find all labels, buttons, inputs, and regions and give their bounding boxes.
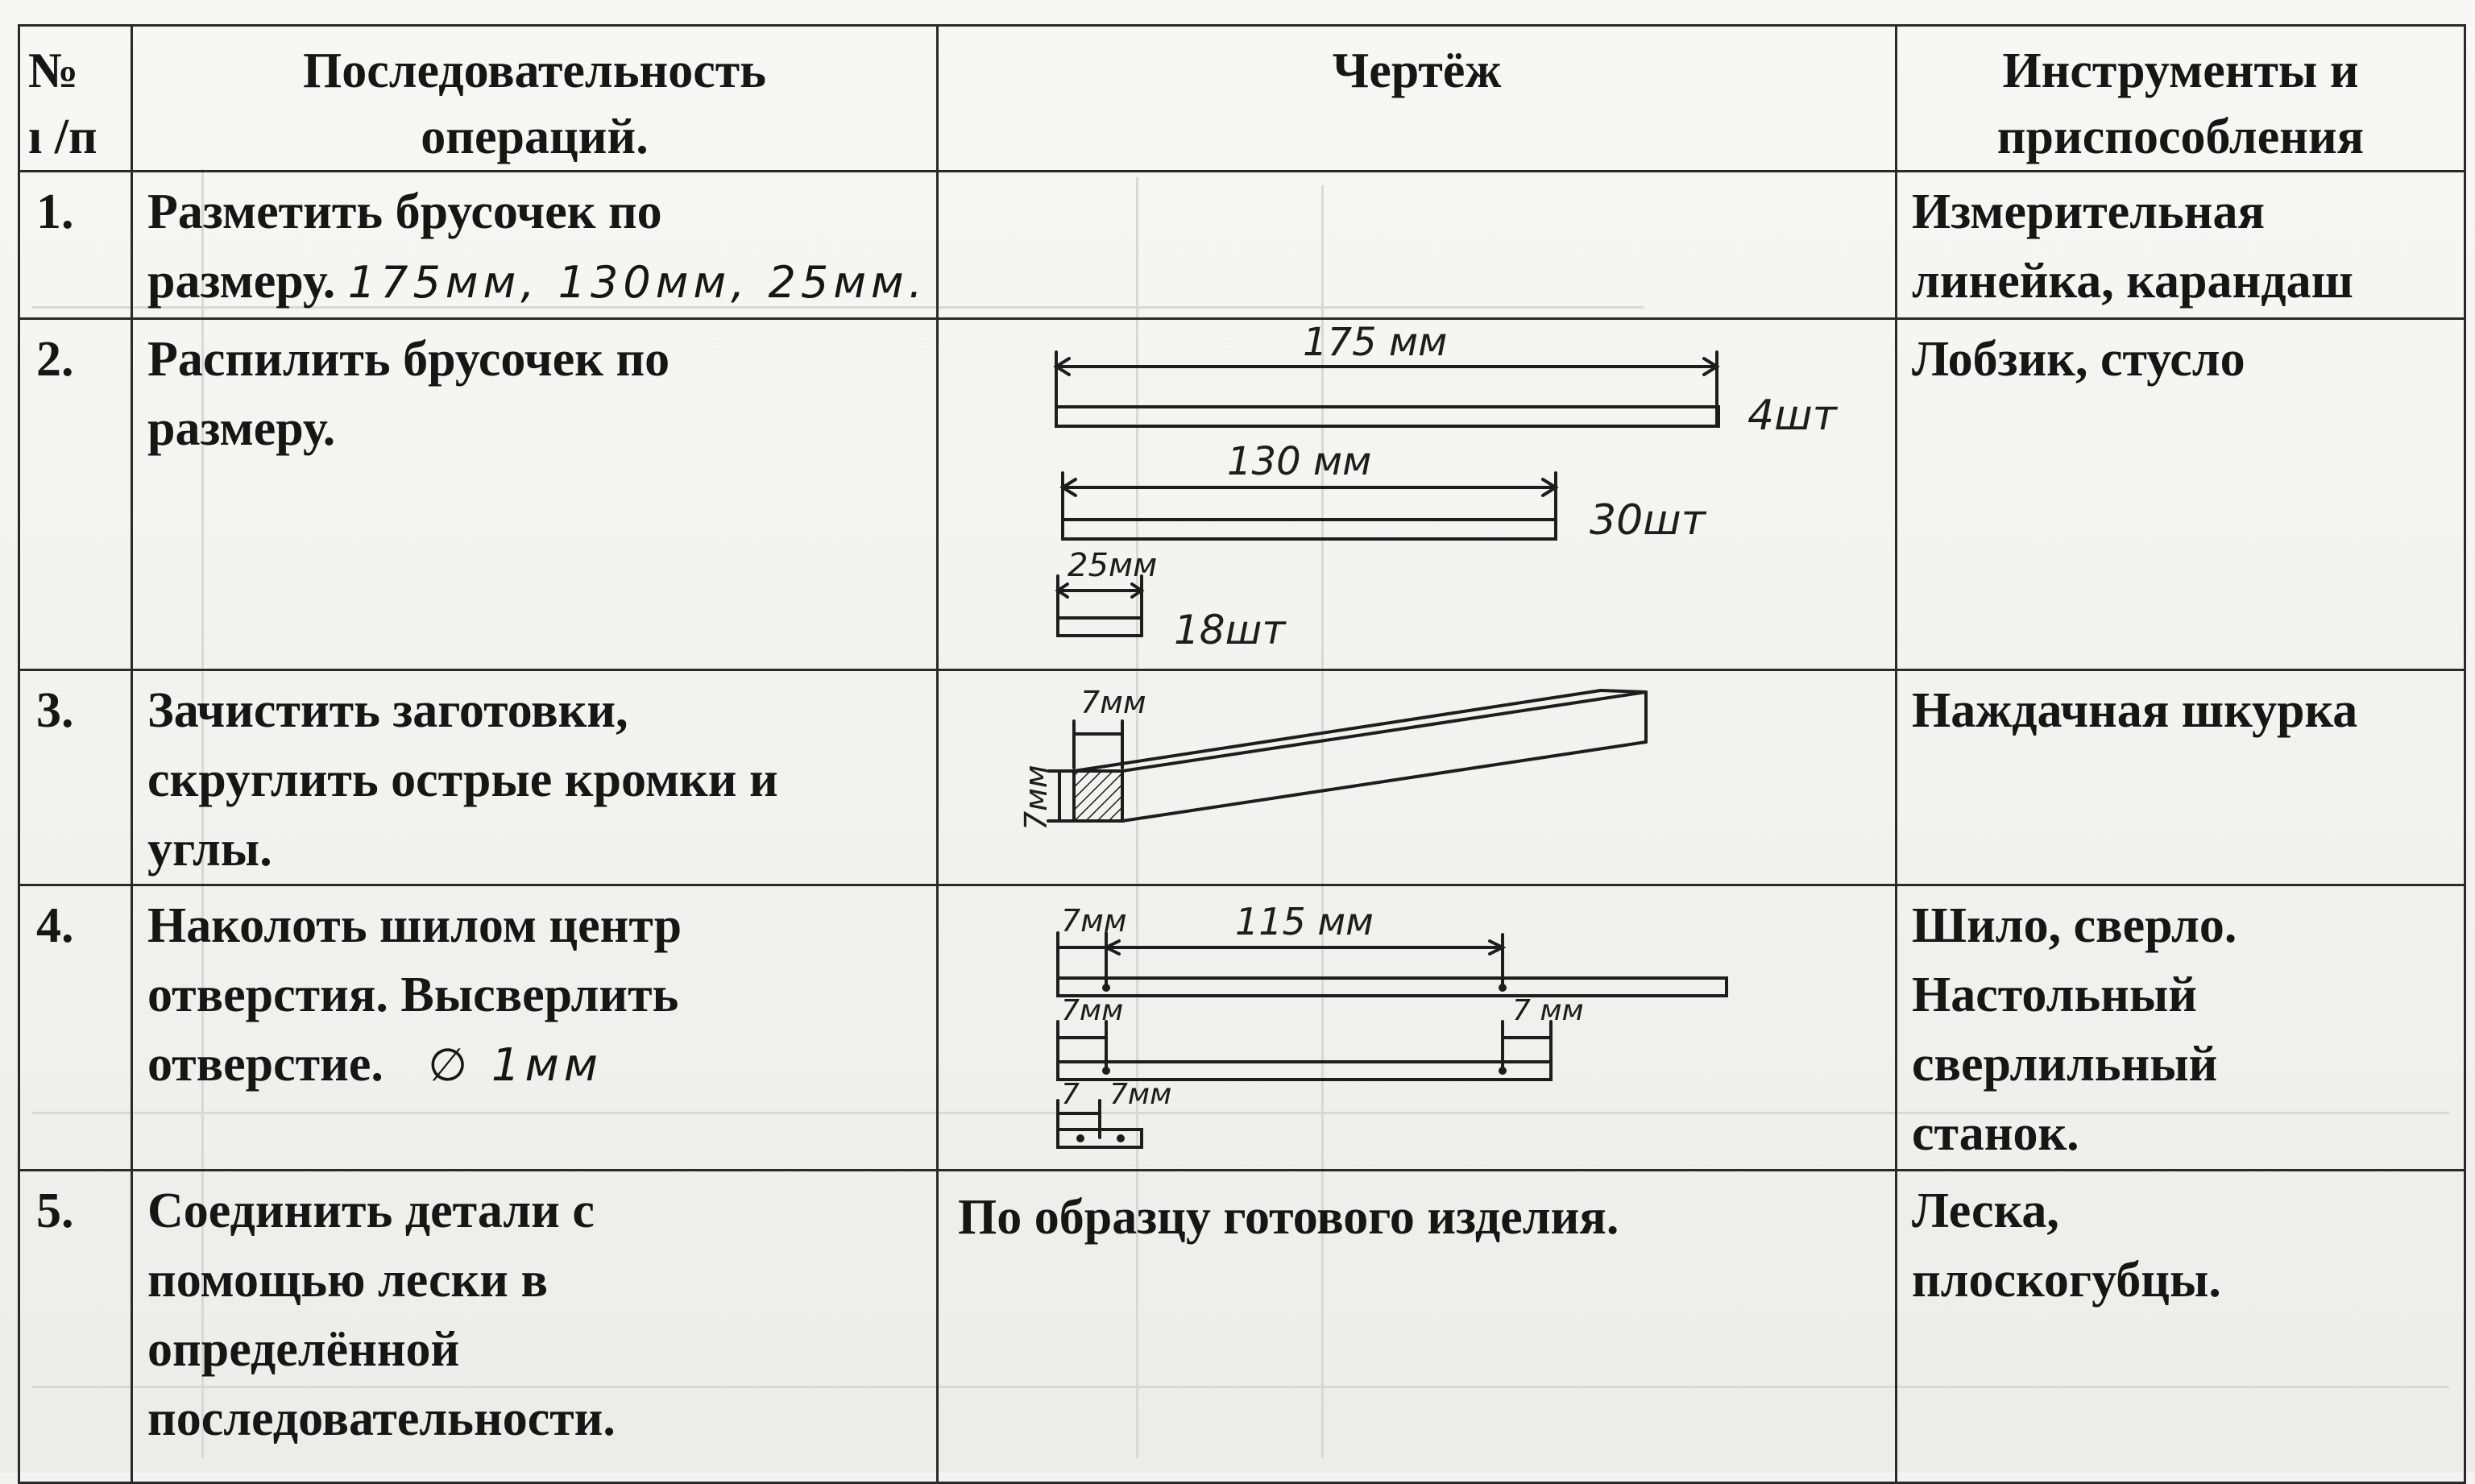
bar-edge — [1122, 692, 1646, 771]
operation-text — [133, 886, 936, 1101]
header-drawing — [938, 26, 1897, 172]
dim-label-a-left: 7мм — [1061, 903, 1127, 939]
operation-text — [133, 320, 936, 463]
dim-label-height: 7мм — [1018, 765, 1054, 831]
header-tools — [1897, 26, 2465, 172]
tool-line: сверлильный — [1912, 1037, 2218, 1092]
operation-line: углы. — [147, 822, 272, 877]
operation-line: последовательности. — [147, 1391, 616, 1446]
operation-line: отверстия. Высверлить — [147, 968, 679, 1022]
table-row — [19, 670, 2465, 885]
tools-text — [1897, 886, 2464, 1168]
operation-line: отверстие. — [147, 1037, 383, 1092]
operation-line: Распилить брусочек по — [147, 332, 670, 387]
bar-175 — [1056, 407, 1718, 426]
tools-text — [1897, 671, 2464, 745]
operation-line: Соединить детали с — [147, 1183, 595, 1238]
dim-label-c-right: 7мм — [1109, 1078, 1172, 1111]
table-row — [19, 1171, 2465, 1483]
qty-label-18: 18шт — [1174, 607, 1286, 653]
bar-edge — [1122, 742, 1646, 821]
header-row — [19, 26, 2465, 172]
header-num — [19, 26, 132, 172]
bar-25 — [1058, 618, 1142, 636]
dim-label-b-right: 7 мм — [1512, 994, 1584, 1027]
row-number: 1. — [36, 184, 74, 239]
operation-line: Разметить брусочек по — [147, 184, 662, 239]
dim-label-175: 175 мм — [1303, 320, 1448, 365]
tools-text — [1897, 320, 2464, 394]
operation-line: скруглить острые кромки и — [147, 752, 778, 807]
drilling-sketch — [939, 886, 1897, 1171]
bar-b — [1058, 1062, 1551, 1080]
sanding-sketch — [939, 671, 1897, 882]
tool-line: Леска, — [1912, 1183, 2059, 1238]
dim-label-b-left: 7мм — [1061, 994, 1124, 1027]
operation-line: Зачистить заготовки, — [147, 683, 628, 738]
tool-line: Измерительная — [1912, 184, 2266, 239]
operation-line: помощью лески в — [147, 1253, 548, 1308]
sawing-sketch — [939, 320, 1897, 671]
table-row — [19, 885, 2465, 1171]
tool-line: Наждачная шкурка — [1912, 683, 2358, 738]
tool-line: Лобзик, стусло — [1912, 332, 2245, 387]
header-num-line1: № — [28, 44, 79, 98]
hole-mark — [1117, 1134, 1125, 1142]
drawing-note: По образцу готового изделия. — [958, 1190, 1619, 1245]
drawing-cell-sawing — [938, 319, 1897, 670]
operation-text — [133, 172, 936, 317]
dim-label-25: 25мм — [1068, 547, 1158, 584]
row-number: 2. — [36, 332, 74, 387]
tool-line: линейка, карандаш — [1912, 254, 2353, 309]
hole-mark — [1102, 984, 1110, 992]
dim-label-width: 7мм — [1080, 685, 1146, 720]
tool-line: станок. — [1912, 1106, 2079, 1161]
bar-edge — [1074, 690, 1601, 771]
handwritten-diameter: ∅ 1мм — [428, 1039, 603, 1092]
dim-label-130: 130 мм — [1227, 439, 1372, 484]
operation-line: размеру. — [147, 401, 336, 456]
header-drawing-text: Чертёж — [1332, 44, 1502, 98]
hatched-end — [1074, 771, 1122, 821]
row-number: 3. — [36, 683, 74, 738]
handwritten-sizes: 175мм, 130мм, 25мм. — [347, 257, 927, 308]
row-number: 5. — [36, 1183, 74, 1238]
tool-line: Шило, сверло. — [1912, 898, 2237, 953]
operation-text — [133, 1171, 936, 1453]
header-tools-line1: Инструменты и — [2002, 44, 2359, 98]
hole-mark — [1102, 1067, 1110, 1075]
qty-label-30: 30шт — [1590, 496, 1706, 545]
operations-table — [18, 24, 2466, 1484]
bar-edge — [1601, 690, 1646, 692]
drawing-cell-drilling — [938, 885, 1897, 1171]
bar-130 — [1063, 520, 1556, 539]
hole-mark — [1076, 1134, 1084, 1142]
qty-label-4: 4шт — [1747, 392, 1837, 440]
table-row — [19, 319, 2465, 670]
hole-mark — [1499, 1067, 1507, 1075]
table-row — [19, 172, 2465, 319]
tool-line: Настольный — [1912, 968, 2197, 1022]
tools-text — [1897, 172, 2464, 316]
header-operations-line1: Последовательность — [303, 44, 766, 98]
header-operations — [132, 26, 938, 172]
hole-mark — [1499, 984, 1507, 992]
row-number: 4. — [36, 898, 74, 953]
drawing-cell-sanding — [938, 670, 1897, 885]
operation-text — [133, 671, 936, 884]
header-tools-line2: приспособления — [1996, 110, 2365, 164]
header-num-line2: ı /п — [28, 110, 97, 164]
operation-line: размеру. — [147, 254, 336, 309]
drawing-cell-empty — [938, 172, 1897, 319]
bar-a — [1058, 978, 1727, 996]
operation-line: определённой — [147, 1322, 460, 1377]
tool-line: плоскогубцы. — [1912, 1253, 2221, 1308]
header-operations-line2: операций. — [421, 110, 649, 164]
operation-line: Наколоть шилом центр — [147, 898, 682, 953]
dim-label-a-mid: 115 мм — [1235, 900, 1374, 943]
dim-label-c-left: 7 — [1061, 1078, 1080, 1111]
tools-text — [1897, 1171, 2464, 1315]
